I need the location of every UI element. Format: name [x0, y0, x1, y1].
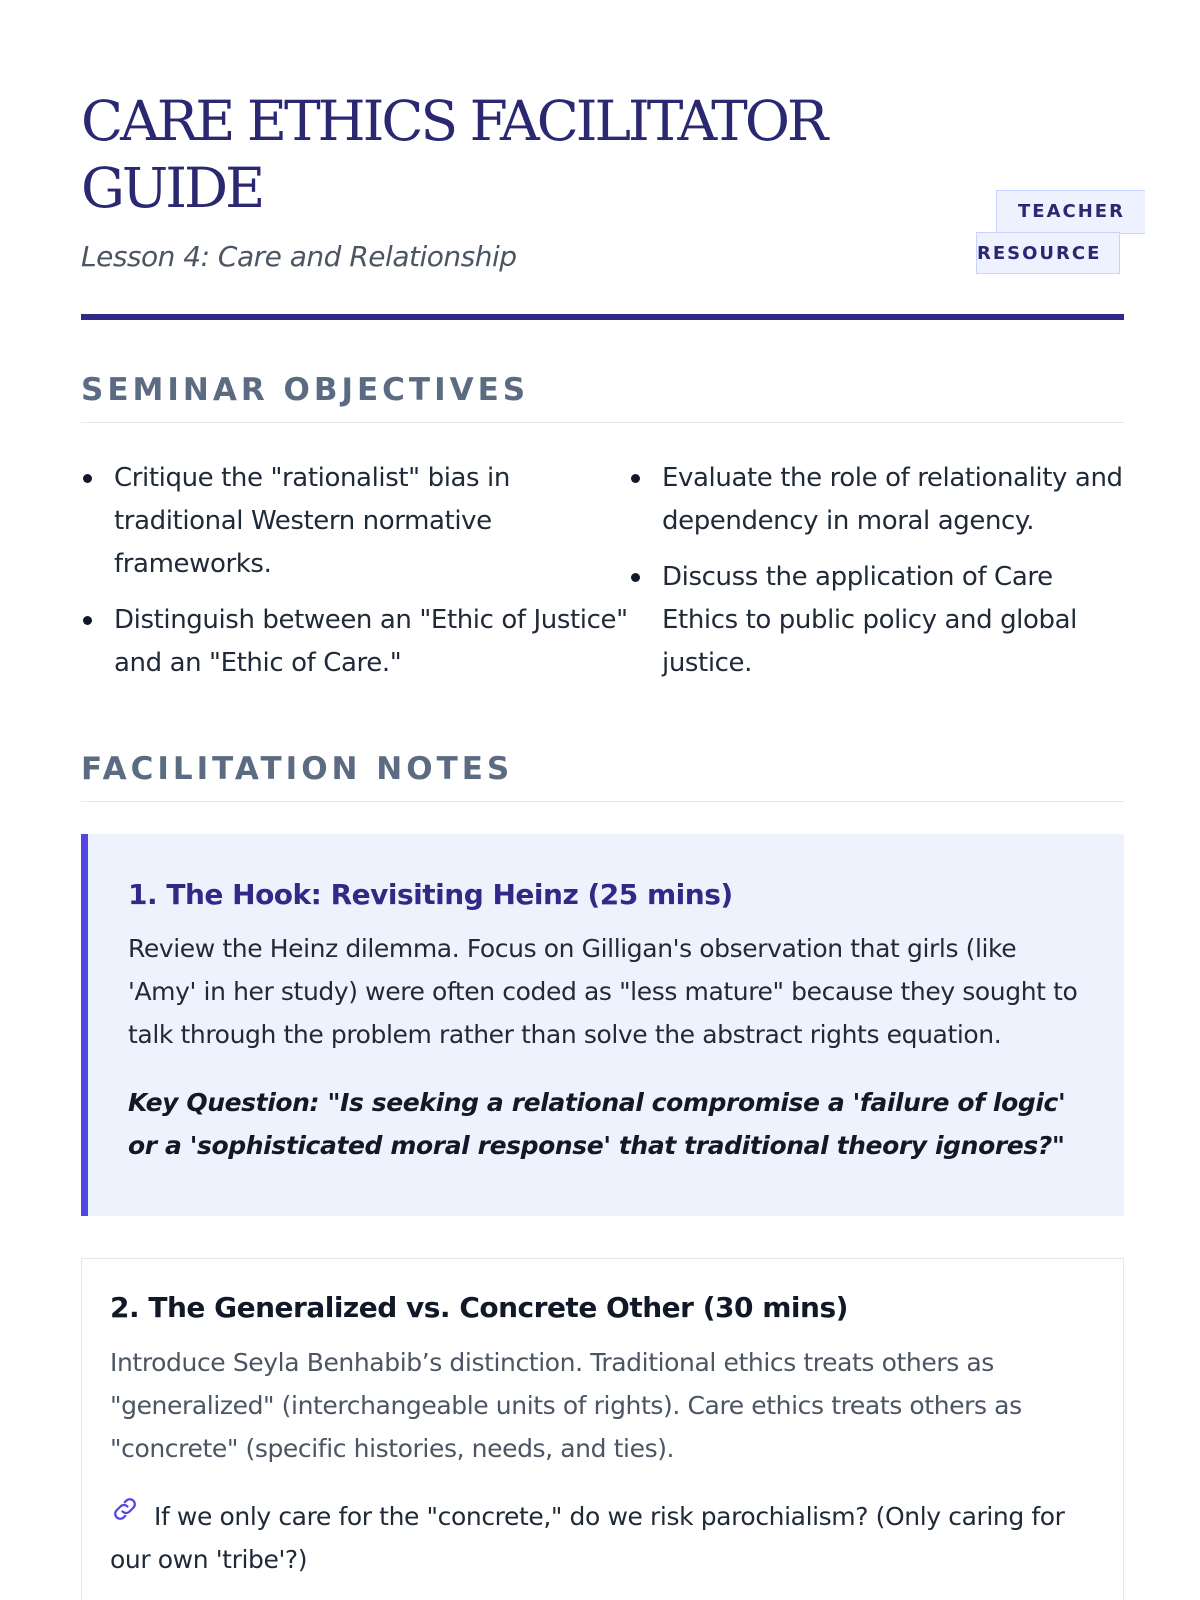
seminar-objectives-heading: SEMINAR OBJECTIVES — [81, 372, 1124, 423]
objectives-left-column — [81, 457, 629, 698]
generalized-other-card-title: 2. The Generalized vs. Concrete Other (30 mins) — [110, 1291, 848, 1324]
generalized-other-card-body: Introduce Seyla Benhabib’s distinction. Traditional ethics treats others as "generalized" (interchangeable units of rights). Care ethics treats others as "concrete" (specific histories, needs, and ties). — [110, 1348, 1022, 1463]
followup-question-text: If we only care for the "concrete," do we risk parochialism? (Only caring for our own 'tribe'?) — [110, 1502, 1065, 1574]
hook-card-title: 1. The Hook: Revisiting Heinz (25 mins) — [128, 878, 733, 911]
objective-item: Critique the "rationalist" bias in traditional Western normative frameworks. — [81, 457, 629, 586]
link-icon — [110, 1494, 140, 1537]
objective-item: Distinguish between an "Ethic of Justice" and an "Ethic of Care." — [81, 599, 629, 685]
page-header — [81, 88, 1121, 273]
followup-question — [110, 1495, 1095, 1581]
badge-line-teacher: TEACHER — [996, 190, 1145, 234]
objectives-right-column — [629, 457, 1124, 698]
badge-line-resource: RESOURCE — [976, 232, 1120, 274]
objective-item: Evaluate the role of relationality and dependency in moral agency. — [629, 457, 1124, 543]
page-title: CARE ETHICS FACILITATOR GUIDE — [81, 89, 826, 220]
lesson-subtitle: Lesson 4: Care and Relationship — [81, 240, 517, 273]
objective-item: Discuss the application of Care Ethics to public policy and global justice. — [629, 556, 1124, 685]
objectives-list — [81, 457, 1124, 698]
generalized-other-card — [81, 1258, 1124, 1600]
facilitation-notes-heading: FACILITATION NOTES — [81, 751, 1124, 802]
hook-card — [81, 834, 1124, 1216]
hook-card-body: Review the Heinz dilemma. Focus on Gilligan's observation that girls (like 'Amy' in her study) were often coded as "less mature" because they sought to talk through the problem rather than solve the abstract rights equation. — [128, 934, 1078, 1049]
key-question: Key Question: "Is seeking a relational compromise a 'failure of logic' or a 'sophisticated moral response' that traditional theory ignores?" — [128, 1088, 1066, 1160]
header-divider — [81, 314, 1124, 320]
